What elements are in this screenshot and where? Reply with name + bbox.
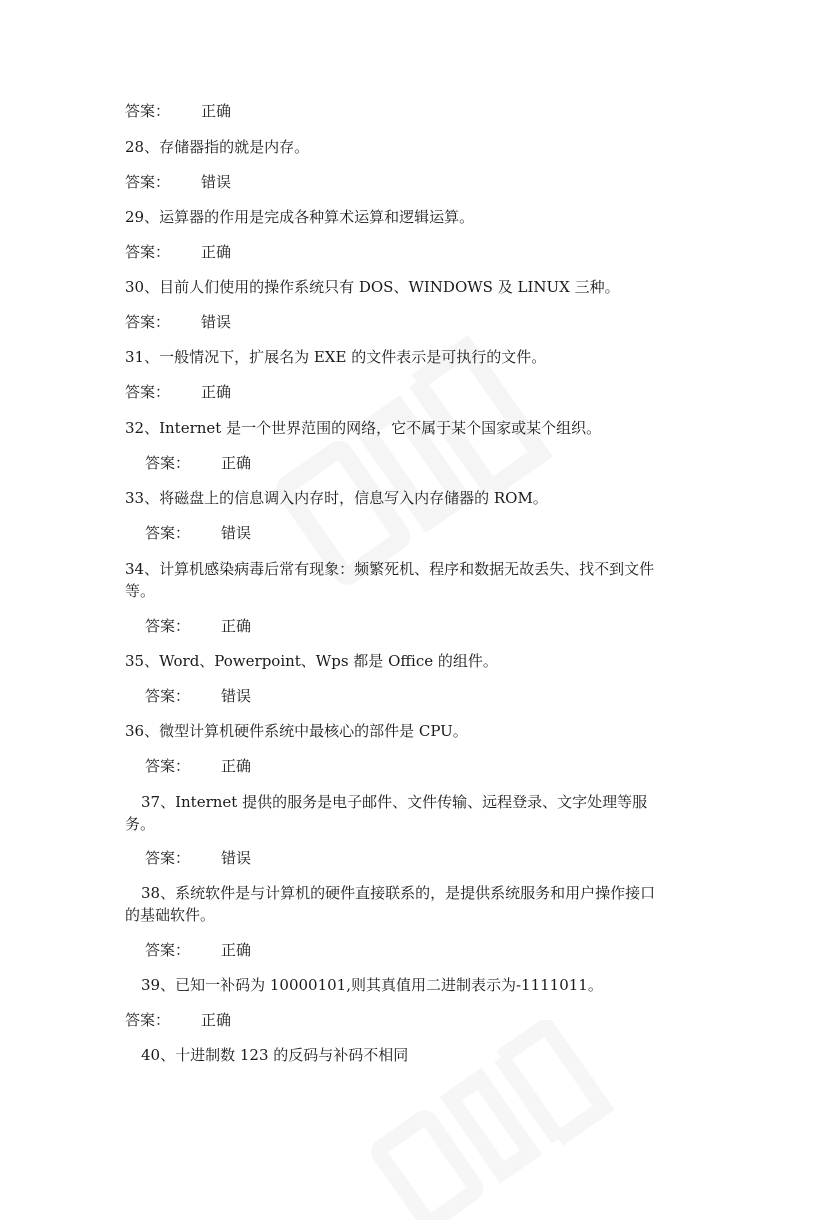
question-text: 32、Internet 是一个世界范围的网络，它不属于某个国家或某个组织。	[125, 419, 602, 437]
question-text: 的基础软件。	[125, 906, 216, 924]
answer-label: 答案：	[125, 383, 171, 401]
answer-label: 答案：	[145, 849, 191, 867]
answer-row	[145, 846, 735, 870]
answer-label: 答案：	[145, 757, 191, 775]
answer-row	[125, 99, 715, 123]
answer-label: 答案：	[145, 941, 191, 959]
answer-label: 答案：	[125, 243, 171, 261]
answer-label: 答案：	[145, 617, 191, 635]
answer-label: 答案：	[125, 313, 171, 331]
answer-row	[145, 754, 735, 778]
answer-value: 错误	[221, 849, 252, 867]
question-text: 30、目前人们使用的操作系统只有 DOS、WINDOWS 及 LINUX 三种。	[125, 278, 620, 296]
answer-value: 正确	[221, 617, 252, 635]
question-text: 35、Word、Powerpoint、Wps 都是 Office 的组件。	[125, 652, 498, 670]
question-text: 37、Internet 提供的服务是电子邮件、文件传输、远程登录、文字处理等服	[141, 793, 648, 811]
question-text: 38、系统软件是与计算机的硬件直接联系的，是提供系统服务和用户操作接口	[141, 884, 656, 902]
answer-value: 正确	[201, 383, 232, 401]
answer-value: 正确	[221, 454, 252, 472]
answer-row	[125, 170, 715, 194]
answer-value: 错误	[201, 173, 232, 191]
answer-row	[125, 1008, 715, 1032]
question-text: 39、已知一补码为 10000101,则其真值用二进制表示为-1111011。	[141, 976, 603, 994]
answer-row	[145, 614, 735, 638]
question-text: 40、十进制数 123 的反码与补码不相同	[141, 1046, 409, 1064]
answer-label: 答案：	[145, 524, 191, 542]
question-text: 等。	[125, 582, 156, 600]
question-text: 28、存储器指的就是内存。	[125, 138, 310, 156]
answer-value: 错误	[221, 524, 252, 542]
answer-row	[125, 380, 715, 404]
answer-label: 答案：	[145, 687, 191, 705]
question-text: 29、运算器的作用是完成各种算术运算和逻辑运算。	[125, 208, 475, 226]
answer-label: 答案：	[145, 454, 191, 472]
answer-row	[145, 684, 735, 708]
answer-value: 正确	[201, 243, 232, 261]
answer-row	[145, 521, 735, 545]
answer-label: 答案：	[125, 173, 171, 191]
question-text: 36、微型计算机硬件系统中最核心的部件是 CPU。	[125, 722, 468, 740]
answer-label: 答案：	[125, 1011, 171, 1029]
answer-label: 答案：	[125, 102, 171, 120]
answer-value: 错误	[201, 313, 232, 331]
answer-row	[125, 240, 715, 264]
answer-row	[145, 451, 735, 475]
answer-value: 正确	[221, 757, 252, 775]
question-text: 31、一般情况下，扩展名为 EXE 的文件表示是可执行的文件。	[125, 348, 547, 366]
answer-value: 正确	[201, 1011, 232, 1029]
question-text: 34、计算机感染病毒后常有现象：频繁死机、程序和数据无故丢失、找不到文件	[125, 560, 655, 578]
question-text: 33、将磁盘上的信息调入内存时，信息写入内存储器的 ROM。	[125, 489, 548, 507]
answer-row	[145, 938, 735, 962]
answer-row	[125, 310, 715, 334]
answer-value: 正确	[221, 941, 252, 959]
question-text: 务。	[125, 815, 156, 833]
answer-value: 正确	[201, 102, 232, 120]
answer-value: 错误	[221, 687, 252, 705]
